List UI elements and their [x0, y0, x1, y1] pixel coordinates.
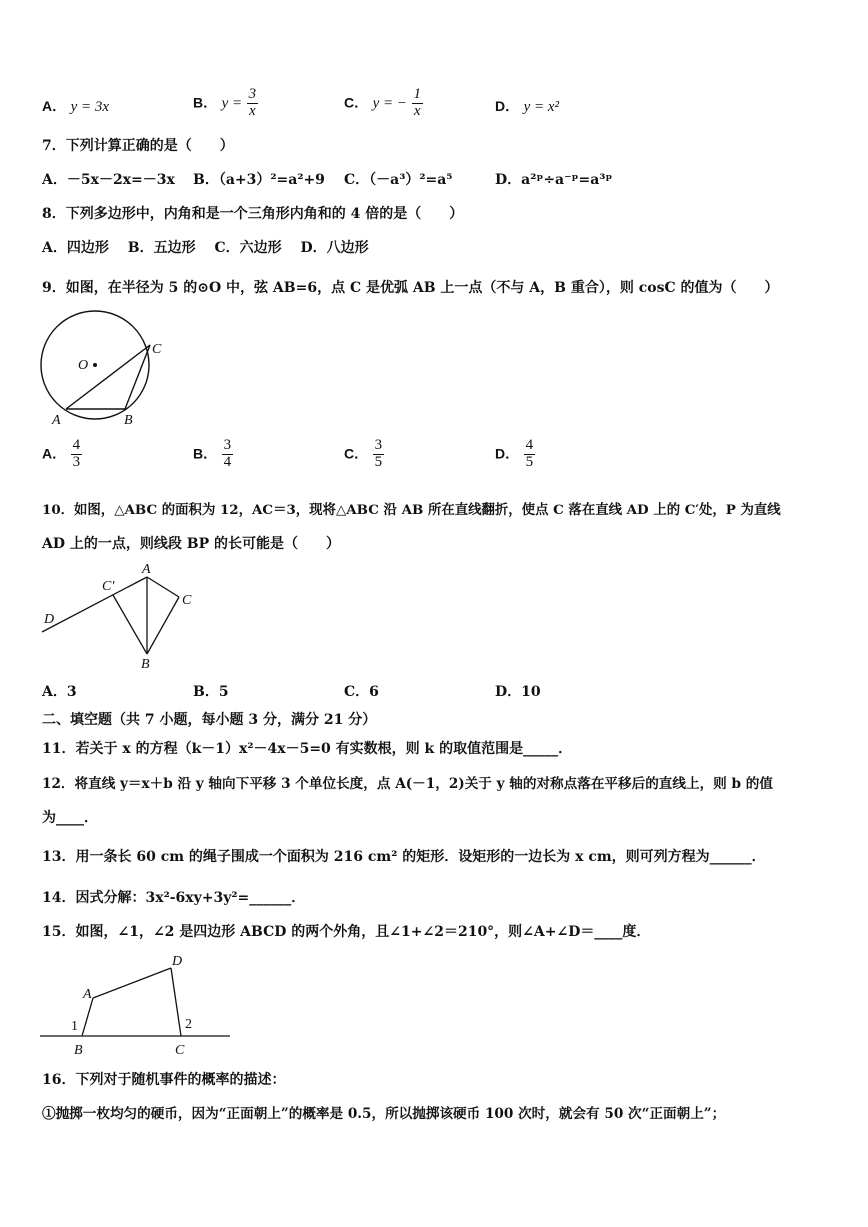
fraction-numerator: 4 [525, 437, 534, 453]
option-label: B． [193, 172, 219, 188]
segment-c-prime-b [113, 595, 147, 654]
q12-line2: 为____． [42, 810, 98, 826]
fraction-denominator: x [248, 102, 256, 119]
option-lhs: y = − [372, 95, 407, 112]
q6-option-c [344, 87, 423, 120]
option-label: A． [42, 684, 67, 700]
q11-text: 11．若关于 x 的方程（k－1）x²－4x－5=0 有实数根，则 k 的取值范围是_____． [42, 741, 573, 757]
q15-quadrilateral-figure [36, 948, 236, 1062]
option-label: C． [344, 94, 369, 111]
option-text: a²ᵖ÷a⁻ᵖ=a³ᵖ [521, 172, 613, 188]
fraction-numerator: 3 [223, 437, 232, 453]
option-label: D． [495, 172, 522, 188]
fraction-numerator: 1 [413, 86, 421, 102]
option-label: C． [344, 445, 369, 462]
option-fraction [222, 438, 234, 471]
option-text: 6 [369, 684, 379, 700]
option-fraction [71, 438, 83, 471]
option-label: D． [495, 445, 520, 462]
label-a: A [83, 987, 92, 1002]
q10-option-d [495, 684, 541, 701]
option-fraction [411, 87, 423, 120]
option-text: （－a³）²=a⁵ [369, 172, 453, 188]
label-o: O [78, 358, 89, 373]
q7-option-c [344, 172, 452, 189]
label-b: B [74, 1043, 83, 1058]
option-text: 10 [521, 684, 541, 700]
q9-stem: 9．如图，在半径为 5 的⊙O 中，弦 AB=6，点 C 是优弧 AB 上一点（不与 A，B 重合），则 cosC 的值为（ ） [42, 280, 779, 296]
label-c: C [182, 593, 192, 608]
label-d: D [44, 612, 55, 627]
label-a: A [52, 413, 61, 428]
option-label: A． [42, 172, 67, 188]
option-text: 5 [218, 684, 229, 700]
option-label: D． [495, 684, 522, 700]
option-fraction [247, 87, 259, 120]
q9-option-d [495, 438, 535, 471]
fraction-numerator: 4 [72, 437, 81, 453]
label-c: C [152, 342, 162, 357]
q14-text: 14．因式分解：3x²-6xy+3y²=______． [42, 890, 306, 906]
fraction-denominator: x [413, 102, 421, 119]
q10-option-a [42, 684, 77, 701]
q10-option-b [193, 684, 229, 701]
q7-option-d [495, 172, 612, 189]
q12-line1: 12．将直线 y＝x＋b 沿 y 轴向下平移 3 个单位长度，点 A(－1，2)关于 y 轴的对称点落在平移后的直线上，则 b 的值 [42, 776, 773, 792]
q13-text: 13．用一条长 60 cm 的绳子围成一个面积为 216 cm² 的矩形．设矩形的一边长为 x cm，则可列方程为______． [42, 849, 766, 865]
q7-option-b [193, 172, 325, 189]
center-dot [93, 363, 97, 367]
line-ad [42, 577, 147, 632]
option-label: B． [193, 684, 219, 700]
option-fraction [373, 438, 385, 471]
option-lhs: y = [221, 95, 243, 112]
fraction-denominator: 5 [525, 453, 534, 470]
option-label: B． [193, 445, 218, 462]
option-expression: y = 3x [70, 99, 110, 115]
label-b: B [124, 413, 133, 428]
fraction-numerator: 3 [374, 437, 383, 453]
q7-option-a [42, 172, 175, 189]
fraction-denominator: 5 [374, 453, 383, 470]
q8-stem: 8．下列多边形中，内角和是一个三角形内角和的 4 倍的是（ ） [42, 206, 464, 222]
label-b: B [141, 657, 150, 672]
q10-triangle-figure [36, 560, 206, 676]
segment-ac [147, 577, 179, 597]
q7-stem: 7．下列计算正确的是（ ） [42, 138, 234, 154]
q9-option-a [42, 438, 82, 471]
q16-stem: 16．下列对于随机事件的概率的描述： [42, 1072, 286, 1088]
q16-item-1: ①抛掷一枚均匀的硬币，因为“正面朝上”的概率是 0.5，所以抛掷该硬币 100 次时，就会有 50 次“正面朝上”； [42, 1106, 726, 1122]
fraction-denominator: 4 [223, 453, 232, 470]
option-label: C． [344, 684, 370, 700]
option-label: A． [42, 445, 67, 462]
q9-circle-figure [36, 308, 166, 432]
q15-stem: 15．如图，∠1，∠2 是四边形 ABCD 的两个外角，且∠1+∠2＝210°，则∠A+∠D＝____度． [42, 924, 651, 940]
option-fraction [524, 438, 536, 471]
side-ad [93, 968, 171, 998]
side-dc [171, 968, 181, 1036]
option-label: D． [495, 98, 520, 114]
option-text: 3 [66, 684, 77, 700]
q6-option-a [42, 96, 109, 116]
label-d: D [172, 954, 183, 969]
label-a: A [142, 562, 151, 577]
label-angle-2: 2 [185, 1017, 192, 1032]
fraction-numerator: 3 [248, 86, 257, 102]
q8-options: A．四边形 B．五边形 C．六边形 D．八边形 [42, 240, 369, 256]
q6-option-d [495, 96, 559, 116]
q6-option-b [193, 87, 258, 120]
fraction-denominator: 3 [72, 453, 81, 470]
label-c: C [175, 1043, 185, 1058]
option-text: －5x－2x=－3x [66, 172, 175, 188]
option-label: A． [42, 98, 67, 114]
side-ba [82, 998, 93, 1036]
q10-stem-line1: 10．如图，△ABC 的面积为 12，AC＝3，现将△ABC 沿 AB 所在直线翻折，使点 C 落在直线 AD 上的 C′处，P 为直线 [42, 502, 781, 518]
segment-cb [147, 597, 179, 654]
q10-stem-line2: AD 上的一点，则线段 BP 的长可能是（ ） [42, 536, 340, 552]
section-heading: 二、填空题（共 7 小题，每小题 3 分，满分 21 分） [42, 712, 377, 728]
label-angle-1: 1 [71, 1019, 78, 1034]
q9-option-b [193, 438, 233, 471]
option-label: C． [344, 172, 370, 188]
q10-option-c [344, 684, 379, 701]
option-label: B． [193, 94, 218, 111]
q9-option-c [344, 438, 384, 471]
option-expression: y = x² [523, 99, 560, 115]
option-text: （a+3）²=a²+9 [218, 172, 325, 188]
label-c-prime: C′ [102, 579, 115, 594]
